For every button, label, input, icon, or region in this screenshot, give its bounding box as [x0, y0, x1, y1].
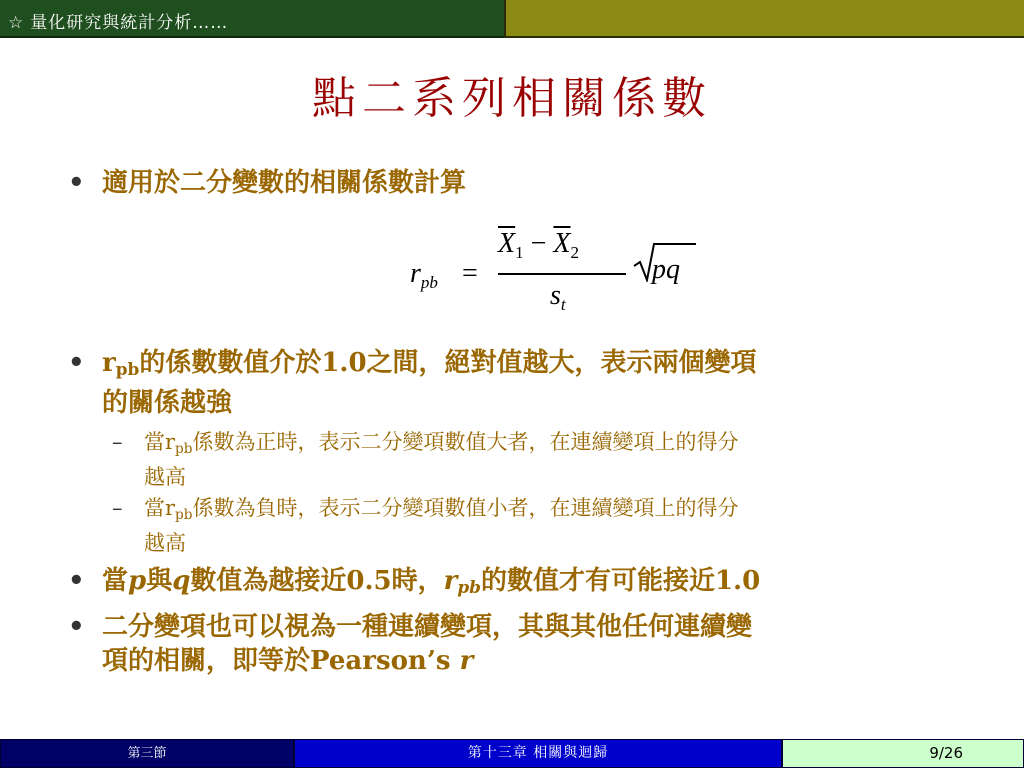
sub-bullet-line2: 越高: [144, 531, 186, 555]
course-title: [8, 8, 228, 33]
formula-x2: $\overline{X}$: [553, 228, 571, 259]
sub-bullet-line1: 係數為負時，表示二分變項數值小者，在連續變項上的得分: [192, 496, 739, 520]
formula-den-sub: t: [560, 295, 566, 314]
bullet-text-line1: 的係數數值介於1.0之間，絕對值越大，表示兩個變項: [139, 348, 757, 378]
sub-bullet-prefix: 當r: [144, 430, 176, 454]
header-bar: [0, 0, 1024, 38]
sub-bullet-text: [144, 428, 944, 491]
formula-lhs-r: r: [410, 258, 421, 289]
formula-root-content: pq: [652, 254, 680, 285]
star-icon: ☆: [8, 13, 25, 33]
formula-numerator: [498, 228, 579, 263]
bullet-r: r: [443, 566, 458, 596]
footer-chapter: 第十三章 相關與迴歸: [294, 739, 782, 768]
bullet-text: [102, 564, 962, 604]
course-title-text: 量化研究與統計分析……: [30, 13, 229, 33]
footer-bar: [0, 739, 1024, 768]
bullet-r-sub: pb: [115, 359, 140, 379]
formula-lhs: [410, 258, 438, 293]
formula-minus: −: [530, 228, 547, 259]
bullet-dot-icon: •: [68, 612, 85, 642]
bullet-dot-icon: •: [68, 168, 85, 198]
header-left-panel: [0, 0, 504, 38]
bullet-r: r: [102, 348, 116, 378]
sub-bullet-prefix: 當r: [144, 496, 176, 520]
formula-fraction-bar: [498, 273, 626, 275]
bullet-seg: 數值為越接近0.5時，: [190, 566, 444, 596]
footer-section: 第三節: [0, 739, 294, 768]
formula-x1: $\overline{X}$: [498, 228, 516, 259]
formula-equals: =: [462, 258, 478, 289]
slide-title: 點二系列相關係數: [312, 73, 712, 124]
bullet-q: q: [172, 566, 191, 596]
sub-bullet-sub: pb: [175, 507, 193, 523]
bullet-text-line1: 二分變項也可以視為一種連續變項，其與其他任何連續變: [102, 612, 753, 642]
bullet-text: [102, 610, 962, 678]
formula-x1-sub: 1: [515, 243, 524, 262]
formula: [410, 228, 710, 324]
bullet-text: [102, 346, 962, 420]
bullet-r-sub: pb: [457, 577, 481, 597]
bullet-seg: 的數值才有可能接近1.0: [480, 566, 761, 596]
sub-bullet-line1: 係數為正時，表示二分變項數值大者，在連續變項上的得分: [192, 430, 739, 454]
bullet-seg: 當: [102, 566, 129, 596]
bullet-seg: 與: [146, 566, 173, 596]
sub-bullet-dash-icon: –: [112, 496, 123, 520]
formula-lhs-sub: pb: [420, 273, 438, 292]
bullet-text-line2: 的關係越強: [102, 388, 233, 418]
formula-denominator: [550, 280, 566, 315]
bullet-p: p: [128, 566, 147, 596]
bullet-text: 適用於二分變數的相關係數計算: [102, 168, 467, 198]
bullet-dot-icon: •: [68, 566, 85, 596]
sub-bullet-sub: pb: [175, 441, 193, 457]
footer-page-number: 9/26: [782, 739, 1024, 768]
bullet-dot-icon: •: [68, 348, 85, 378]
bullet-r: r: [459, 646, 474, 676]
bullet-text-line2: 項的相關，即等於Pearson’s: [102, 646, 460, 676]
sub-bullet-text: [144, 494, 944, 557]
sub-bullet-dash-icon: –: [112, 430, 123, 454]
sub-bullet-line2: 越高: [144, 465, 186, 489]
header-right-panel: [504, 0, 1024, 38]
formula-den-s: s: [550, 280, 561, 311]
formula-x2-sub: 2: [570, 243, 580, 262]
